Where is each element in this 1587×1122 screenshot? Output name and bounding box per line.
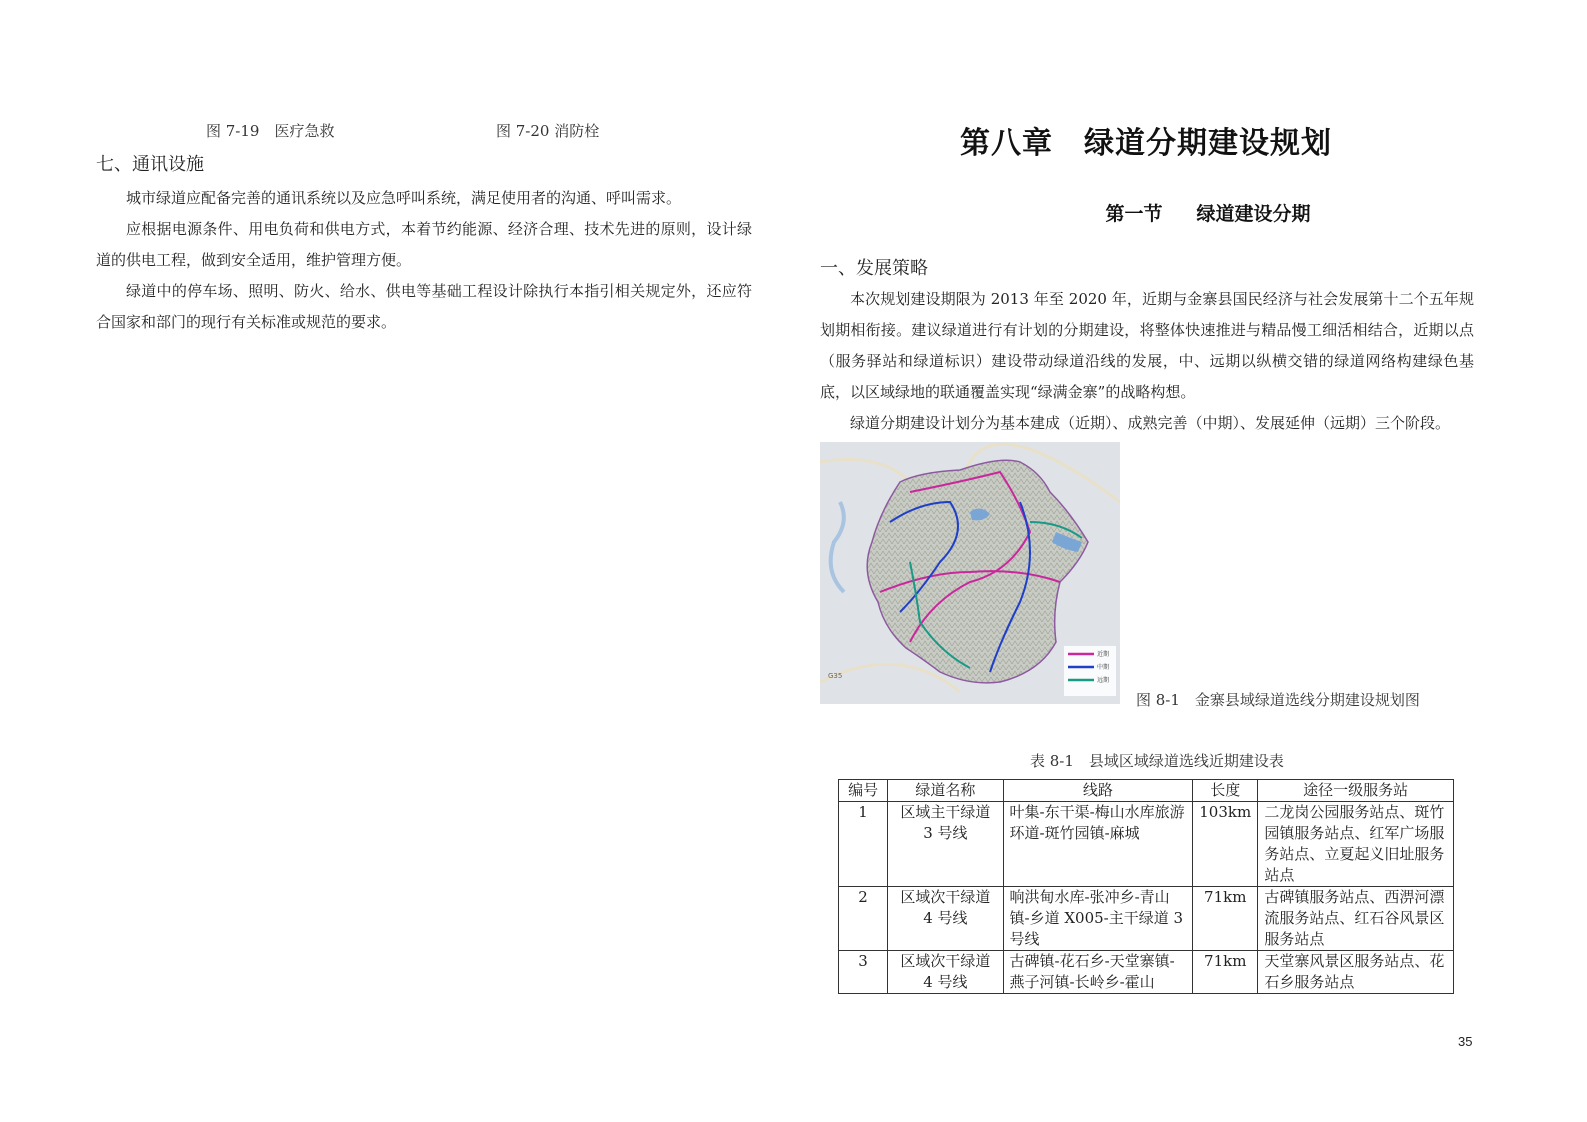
- right-body-text: [820, 284, 1474, 439]
- road-label: G35: [828, 672, 843, 680]
- cell-length: 71km: [1193, 951, 1258, 994]
- col-header-stations: 途径一级服务站: [1258, 780, 1454, 802]
- section-number: 第一节: [1105, 203, 1163, 225]
- map-legend: [1064, 646, 1116, 696]
- left-body-text: [96, 183, 752, 338]
- greenway-phase-map: [820, 442, 1120, 704]
- legend-label-far: 远期: [1097, 677, 1110, 684]
- table-row: [839, 951, 1454, 994]
- heading-communication-facilities: 七、通讯设施: [96, 154, 204, 175]
- cell-no: 1: [839, 802, 888, 887]
- paragraph: 绿道中的停车场、照明、防火、给水、供电等基础工程设计除执行本指引相关规定外，还应符合国家和部门的现行有关标准或规范的要求。: [96, 282, 752, 331]
- cell-route: 古碑镇-花石乡-天堂寨镇-燕子河镇-长岭乡-霍山: [1003, 951, 1193, 994]
- figure-caption-8-1: 图 8-1 金寨县域绿道选线分期建设规划图: [1136, 691, 1420, 709]
- chapter-title: 第八章 绿道分期建设规划: [960, 126, 1332, 161]
- page-number: 35: [1458, 1034, 1473, 1049]
- table-header-row: [839, 780, 1454, 802]
- cell-name: 区域次干绿道 4 号线: [888, 951, 1003, 994]
- col-header-route: 线路: [1003, 780, 1193, 802]
- cell-no: 2: [839, 887, 888, 951]
- paragraph: 城市绿道应配备完善的通讯系统以及应急呼叫系统，满足使用者的沟通、呼叫需求。: [126, 189, 682, 207]
- paragraph: 本次规划建设期限为 2013 年至 2020 年，近期与金寨县国民经济与社会发展第十二个五年规划期相衔接。建议绿道进行有计划的分期建设，将整体快速推进与精品慢工细活相结合，近期以点（服务驿站和绿道标识）建设带动绿道沿线的发展，中、远期以纵横交错的绿道网络构建绿色基底，以区域绿地的联通覆盖实现“绿满金寨”的战略构想。: [820, 290, 1474, 401]
- table-row: [839, 887, 1454, 951]
- phase-build-table: [838, 779, 1454, 994]
- cell-stations: 二龙岗公园服务站点、斑竹园镇服务站点、红军广场服务站点、立夏起义旧址服务站点: [1258, 802, 1454, 887]
- cell-no: 3: [839, 951, 888, 994]
- cell-stations: 古碑镇服务站点、西淠河漂流服务站点、红石谷风景区服务站点: [1258, 887, 1454, 951]
- cell-route: 响洪甸水库-张冲乡-青山镇-乡道 X005-主干绿道 3 号线: [1003, 887, 1193, 951]
- heading-development-strategy: 一、发展策略: [820, 258, 928, 279]
- cell-route: 叶集-东干渠-梅山水库旅游环道-斑竹园镇-麻城: [1003, 802, 1193, 887]
- cell-name: 区域主干绿道 3 号线: [888, 802, 1003, 887]
- cell-length: 71km: [1193, 887, 1258, 951]
- section-name: 绿道建设分期: [1196, 203, 1311, 225]
- figure-caption-7-20: 图 7-20 消防栓: [496, 122, 600, 140]
- map-graphic: [820, 442, 1120, 704]
- legend-label-near: 近期: [1097, 651, 1110, 658]
- col-header-name: 绿道名称: [888, 780, 1003, 802]
- cell-length: 103km: [1193, 802, 1258, 887]
- legend-label-mid: 中期: [1097, 664, 1110, 671]
- cell-name: 区域次干绿道 4 号线: [888, 887, 1003, 951]
- table-row: [839, 802, 1454, 887]
- table-caption-8-1: 表 8-1 县域区域绿道选线近期建设表: [1030, 752, 1284, 770]
- figure-caption-7-19: 图 7-19 医疗急救: [206, 122, 335, 140]
- col-header-length: 长度: [1193, 780, 1258, 802]
- paragraph: 绿道分期建设计划分为基本建成（近期）、成熟完善（中期）、发展延伸（远期）三个阶段。: [850, 414, 1451, 432]
- section-title: [820, 199, 1587, 226]
- cell-stations: 天堂寨风景区服务站点、花石乡服务站点: [1258, 951, 1454, 994]
- paragraph: 应根据电源条件、用电负荷和供电方式，本着节约能源、经济合理、技术先进的原则，设计绿道的供电工程，做到安全适用，维护管理方便。: [96, 220, 752, 269]
- col-header-no: 编号: [839, 780, 888, 802]
